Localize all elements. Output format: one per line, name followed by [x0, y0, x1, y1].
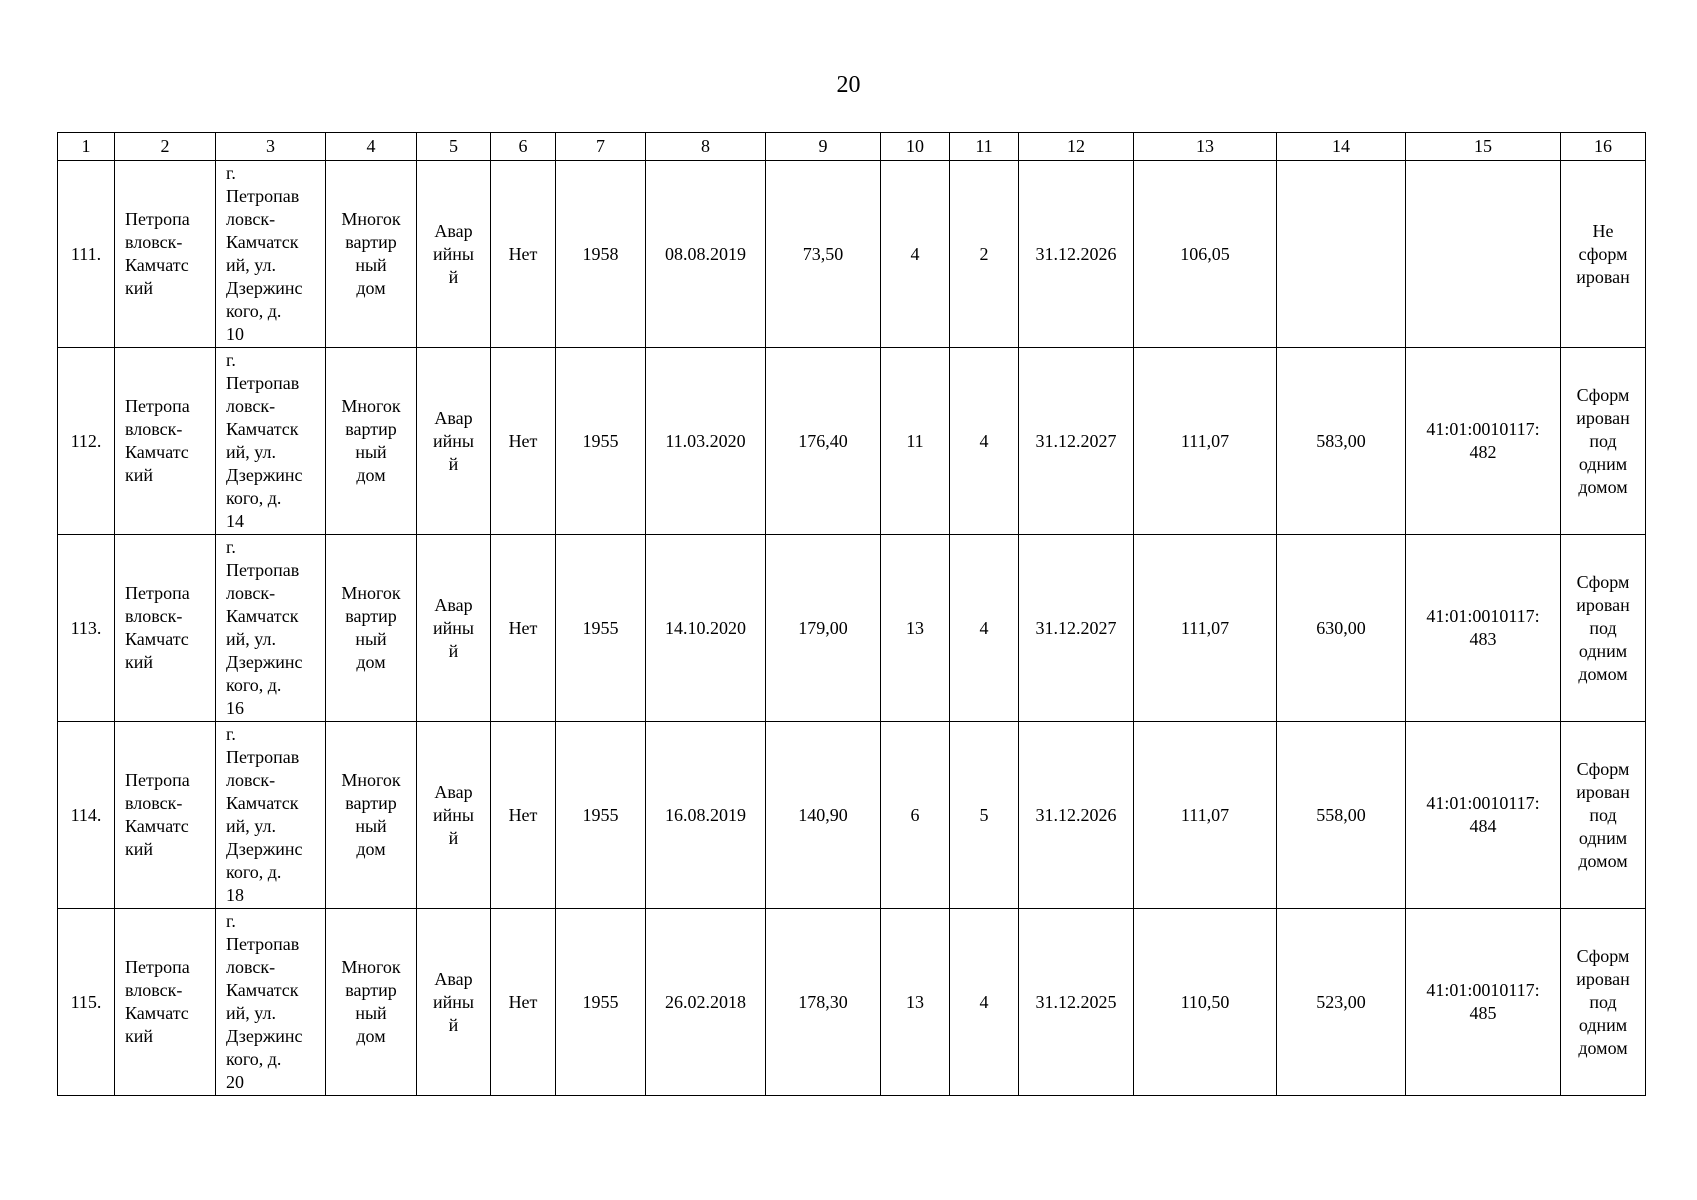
count-cell: 4 [950, 348, 1019, 535]
flag-cell: Нет [491, 161, 556, 348]
row-number-cell: 111. [58, 161, 115, 348]
value-cell: 110,50 [1134, 909, 1277, 1096]
address-cell: г. Петропав ловск- Камчатск ий, ул. Дзержинс кого, д. 14 [216, 348, 326, 535]
table-row [58, 161, 1646, 348]
deadline-cell: 31.12.2025 [1019, 909, 1134, 1096]
row-number-cell: 115. [58, 909, 115, 1096]
land-area-cell: 630,00 [1277, 535, 1406, 722]
page-number: 20 [836, 72, 861, 98]
count-cell: 11 [881, 348, 950, 535]
status-cell: Сформ ирован под одним домом [1561, 722, 1646, 909]
value-cell: 111,07 [1134, 348, 1277, 535]
address-cell: г. Петропав ловск- Камчатск ий, ул. Дзержинс кого, д. 20 [216, 909, 326, 1096]
address-cell: г. Петропав ловск- Камчатск ий, ул. Дзержинс кого, д. 18 [216, 722, 326, 909]
column-number-header [58, 133, 1646, 161]
date-cell: 11.03.2020 [646, 348, 766, 535]
value-cell: 111,07 [1134, 535, 1277, 722]
city-cell: Петропа вловск- Камчатс кий [115, 161, 216, 348]
count-cell: 4 [881, 161, 950, 348]
table-row [58, 909, 1646, 1096]
year-cell: 1955 [556, 348, 646, 535]
condition-cell: Авар ийны й [417, 909, 491, 1096]
flag-cell: Нет [491, 722, 556, 909]
cadastral-number-cell: 41:01:0010117: 482 [1406, 348, 1561, 535]
city-cell: Петропа вловск- Камчатс кий [115, 535, 216, 722]
column-number: 15 [1406, 133, 1561, 161]
row-number-cell: 113. [58, 535, 115, 722]
land-area-cell: 523,00 [1277, 909, 1406, 1096]
table-row [58, 535, 1646, 722]
column-number: 5 [417, 133, 491, 161]
condition-cell: Авар ийны й [417, 535, 491, 722]
row-number-cell: 114. [58, 722, 115, 909]
column-number: 6 [491, 133, 556, 161]
building-type-cell: Многок вартир ный дом [326, 722, 417, 909]
date-cell: 26.02.2018 [646, 909, 766, 1096]
deadline-cell: 31.12.2027 [1019, 535, 1134, 722]
column-number: 16 [1561, 133, 1646, 161]
address-cell: г. Петропав ловск- Камчатск ий, ул. Дзержинс кого, д. 10 [216, 161, 326, 348]
count-cell: 13 [881, 909, 950, 1096]
table-row [58, 722, 1646, 909]
area-cell: 179,00 [766, 535, 881, 722]
flag-cell: Нет [491, 909, 556, 1096]
city-cell: Петропа вловск- Камчатс кий [115, 348, 216, 535]
land-area-cell [1277, 161, 1406, 348]
cadastral-number-cell: 41:01:0010117: 483 [1406, 535, 1561, 722]
land-area-cell: 558,00 [1277, 722, 1406, 909]
condition-cell: Авар ийны й [417, 161, 491, 348]
cadastral-number-cell: 41:01:0010117: 485 [1406, 909, 1561, 1096]
count-cell: 5 [950, 722, 1019, 909]
building-type-cell: Многок вартир ный дом [326, 535, 417, 722]
year-cell: 1958 [556, 161, 646, 348]
area-cell: 178,30 [766, 909, 881, 1096]
land-area-cell: 583,00 [1277, 348, 1406, 535]
count-cell: 2 [950, 161, 1019, 348]
cadastral-number-cell [1406, 161, 1561, 348]
housing-register-table [57, 132, 1646, 1096]
flag-cell: Нет [491, 535, 556, 722]
building-type-cell: Многок вартир ный дом [326, 909, 417, 1096]
area-cell: 73,50 [766, 161, 881, 348]
condition-cell: Авар ийны й [417, 722, 491, 909]
value-cell: 111,07 [1134, 722, 1277, 909]
date-cell: 08.08.2019 [646, 161, 766, 348]
condition-cell: Авар ийны й [417, 348, 491, 535]
flag-cell: Нет [491, 348, 556, 535]
building-type-cell: Многок вартир ный дом [326, 348, 417, 535]
column-number: 4 [326, 133, 417, 161]
status-cell: Не сформ ирован [1561, 161, 1646, 348]
city-cell: Петропа вловск- Камчатс кий [115, 722, 216, 909]
column-number: 14 [1277, 133, 1406, 161]
area-cell: 140,90 [766, 722, 881, 909]
date-cell: 14.10.2020 [646, 535, 766, 722]
table-row [58, 348, 1646, 535]
row-number-cell: 112. [58, 348, 115, 535]
table-body [58, 161, 1646, 1096]
year-cell: 1955 [556, 535, 646, 722]
deadline-cell: 31.12.2026 [1019, 161, 1134, 348]
column-number: 10 [881, 133, 950, 161]
count-cell: 13 [881, 535, 950, 722]
column-number: 7 [556, 133, 646, 161]
city-cell: Петропа вловск- Камчатс кий [115, 909, 216, 1096]
column-number: 12 [1019, 133, 1134, 161]
status-cell: Сформ ирован под одним домом [1561, 909, 1646, 1096]
deadline-cell: 31.12.2027 [1019, 348, 1134, 535]
year-cell: 1955 [556, 909, 646, 1096]
cadastral-number-cell: 41:01:0010117: 484 [1406, 722, 1561, 909]
deadline-cell: 31.12.2026 [1019, 722, 1134, 909]
column-number: 2 [115, 133, 216, 161]
year-cell: 1955 [556, 722, 646, 909]
area-cell: 176,40 [766, 348, 881, 535]
column-number: 8 [646, 133, 766, 161]
column-number: 9 [766, 133, 881, 161]
status-cell: Сформ ирован под одним домом [1561, 535, 1646, 722]
count-cell: 4 [950, 909, 1019, 1096]
column-number: 11 [950, 133, 1019, 161]
status-cell: Сформ ирован под одним домом [1561, 348, 1646, 535]
value-cell: 106,05 [1134, 161, 1277, 348]
date-cell: 16.08.2019 [646, 722, 766, 909]
column-number: 1 [58, 133, 115, 161]
address-cell: г. Петропав ловск- Камчатск ий, ул. Дзержинс кого, д. 16 [216, 535, 326, 722]
column-number: 13 [1134, 133, 1277, 161]
building-type-cell: Многок вартир ный дом [326, 161, 417, 348]
count-cell: 4 [950, 535, 1019, 722]
count-cell: 6 [881, 722, 950, 909]
column-number-row [58, 133, 1646, 161]
column-number: 3 [216, 133, 326, 161]
